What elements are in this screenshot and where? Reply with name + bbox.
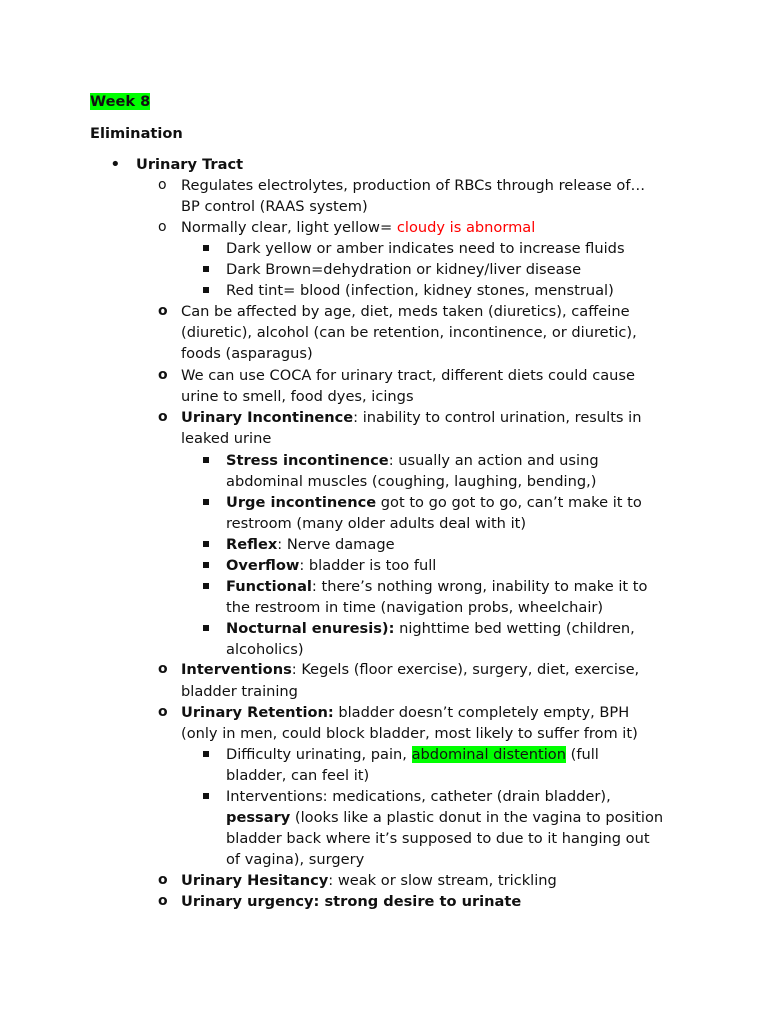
bullet-square <box>203 457 209 463</box>
bullet-square <box>203 751 209 757</box>
affected-line-1: Can be affected by age, diet, meds taken (diuretics), caffeine <box>181 303 630 320</box>
cloudy-abnormal-text: cloudy is abnormal <box>396 219 536 236</box>
regulates-line-2: BP control (RAAS system) <box>181 198 368 215</box>
color-item-dark-yellow: Dark yellow or amber indicates need to increase fluids <box>226 240 625 257</box>
bullet-square <box>203 583 209 589</box>
nocturnal-enuresis-item: Nocturnal enuresis): nighttime bed wetting (children, <box>226 620 635 637</box>
bullet-circle: o <box>158 303 168 319</box>
functional-item: Functional: there’s nothing wrong, inability to make it to <box>226 578 648 595</box>
bullet-circle: o <box>158 661 168 677</box>
interventions-item: Interventions: Kegels (floor exercise), surgery, diet, exercise, <box>181 661 640 678</box>
bullet-circle: o <box>158 367 168 383</box>
difficulty-item: Difficulty urinating, pain, abdominal distention (full <box>226 746 599 763</box>
section-title: Elimination <box>90 125 183 142</box>
regulates-line-1: Regulates electrolytes, production of RBCs through release of… <box>181 177 646 194</box>
pessary-line: pessary (looks like a plastic donut in the vagina to position <box>226 809 664 826</box>
stress-line-2: abdominal muscles (coughing, laughing, bending,) <box>226 473 597 490</box>
retention-interventions-item: Interventions: medications, catheter (drain bladder), <box>226 788 611 805</box>
affected-line-3: foods (asparagus) <box>181 345 313 362</box>
urge-incontinence-item: Urge incontinence got to go got to go, can’t make it to <box>226 494 642 511</box>
pessary-line-3: bladder back where it’s supposed to due to it hanging out <box>226 830 650 847</box>
overflow-item: Overflow: bladder is too full <box>226 557 437 574</box>
bullet-square <box>203 541 209 547</box>
bullet-circle: o <box>158 872 168 888</box>
bullet-square <box>203 625 209 631</box>
bullet-square <box>203 793 209 799</box>
nocturnal-line-2: alcoholics) <box>226 641 304 658</box>
bullet-square <box>203 266 209 272</box>
retention-line-2: (only in men, could block bladder, most likely to suffer from it) <box>181 725 638 742</box>
color-item-dark-brown: Dark Brown=dehydration or kidney/liver disease <box>226 261 582 278</box>
urge-line-2: restroom (many older adults deal with it) <box>226 515 527 532</box>
coca-line-2: urine to smell, food dyes, icings <box>181 388 414 405</box>
abdominal-distention-highlight: abdominal distention <box>411 746 566 763</box>
stress-incontinence-item: Stress incontinence: usually an action and using <box>226 452 599 469</box>
hesitancy-item: Urinary Hesitancy: weak or slow stream, trickling <box>181 872 557 889</box>
week-title: Week 8 <box>90 93 151 110</box>
bullet-square <box>203 245 209 251</box>
urinary-tract-heading: Urinary Tract <box>136 156 244 173</box>
bullet-circle: o <box>158 704 168 720</box>
interventions-line-2: bladder training <box>181 683 298 700</box>
color-item-red-tint: Red tint= blood (infection, kidney stones, menstrual) <box>226 282 614 299</box>
functional-line-2: the restroom in time (navigation probs, wheelchair) <box>226 599 604 616</box>
bullet-circle: o <box>158 409 168 425</box>
affected-line-2: (diuretic), alcohol (can be retention, incontinence, or diuretic), <box>181 324 637 341</box>
bullet-dot: • <box>110 154 121 175</box>
bullet-square <box>203 287 209 293</box>
bullet-square <box>203 499 209 505</box>
urgency-item: Urinary urgency: strong desire to urinate <box>181 893 522 910</box>
bullet-circle: o <box>158 219 167 235</box>
pessary-line-4: of vagina), surgery <box>226 851 365 868</box>
retention-item: Urinary Retention: bladder doesn’t completely empty, BPH <box>181 704 630 721</box>
incontinence-item: Urinary Incontinence: inability to control urination, results in <box>181 409 642 426</box>
bullet-circle: o <box>158 893 168 909</box>
difficulty-line-2: bladder, can feel it) <box>226 767 370 784</box>
coca-line-1: We can use COCA for urinary tract, different diets could cause <box>181 367 636 384</box>
bullet-circle: o <box>158 177 167 193</box>
bullet-square <box>203 562 209 568</box>
incontinence-line-2: leaked urine <box>181 430 272 447</box>
reflex-item: Reflex: Nerve damage <box>226 536 395 553</box>
normally-clear-item: Normally clear, light yellow= cloudy is abnormal <box>181 219 536 236</box>
